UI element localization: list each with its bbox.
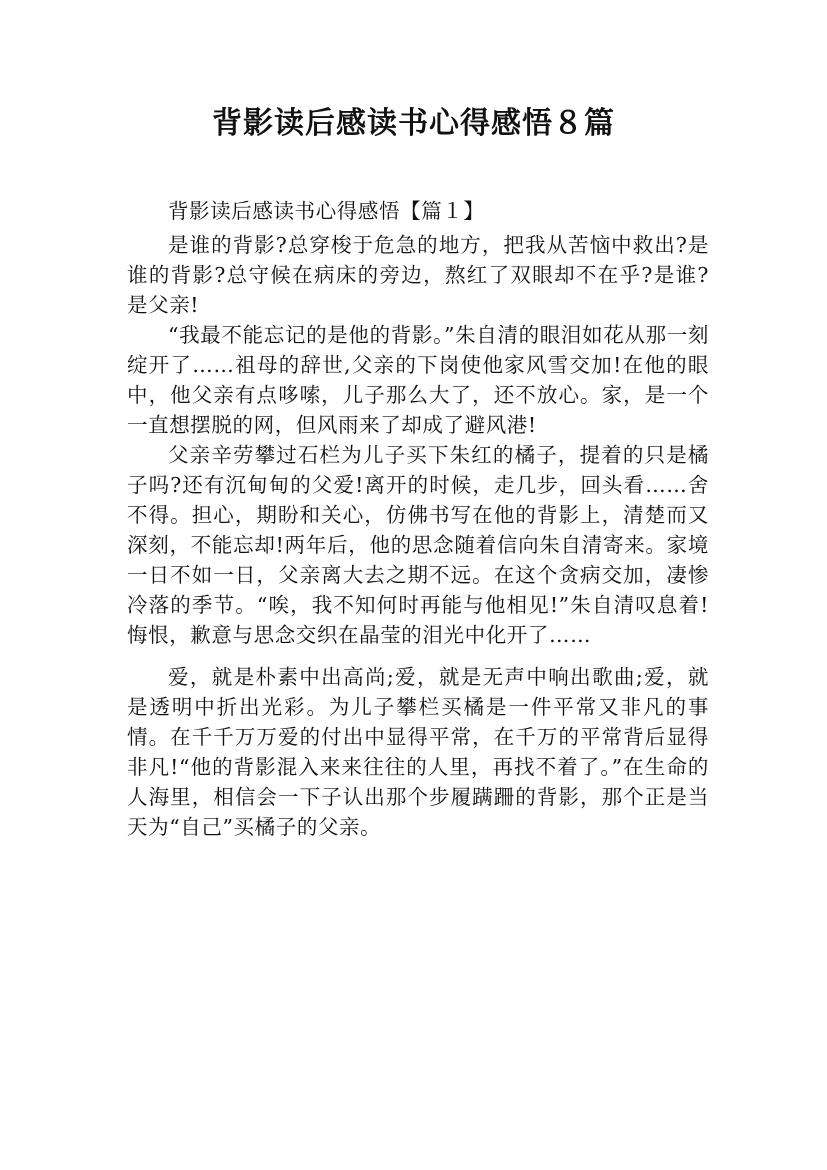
- paragraph-2: “我最不能忘记的是他的背影。”朱自清的眼泪如花从那一刻绽开了……祖母的辞世,父亲的下岗使他家风雪交加!在他的眼中，他父亲有点哆嗦，儿子那么大了，还不放心。家，是一个一直想摆脱的网，但风雨来了却成了避风港!: [127, 323, 709, 437]
- paragraph-3: 父亲辛劳攀过石栏为儿子买下朱红的橘子，提着的只是橘子吗?还有沉甸甸的父爱!离开的时候，走几步，回头看……舍不得。担心，期盼和关心，仿佛书写在他的背影上，清楚而又深刻，不能忘却!两年后，他的思念随着信向朱自清寄来。家境一日不如一日，父亲离大去之期不远。在这个贪病交加，凄惨冷落的季节。“唉，我不知何时再能与他相见!”朱自清叹息着!悔恨，歉意与思念交织在晶莹的泪光中化开了……: [127, 443, 709, 647]
- paragraph-1: 是谁的背影?总穿梭于危急的地方，把我从苦恼中救出?是谁的背影?总守候在病床的旁边，熬红了双眼却不在乎?是谁?是父亲!: [127, 233, 709, 317]
- document-title: 背影读后感读书心得感悟８篇: [212, 106, 615, 141]
- document-body: [127, 196, 709, 842]
- paragraph-4: 爱，就是朴素中出高尚;爱，就是无声中响出歌曲;爱，就是透明中折出光彩。为儿子攀栏买橘是一件平常又非凡的事情。在千千万万爱的付出中显得平常，在千万的平常背后显得非凡!“他的背影混入来来往往的人里，再找不着了。”在生命的人海里，相信会一下子认出那个步履蹒跚的背影，那个正是当天为“自己”买橘子的父亲。: [127, 665, 709, 839]
- section-heading: 背影读后感读书心得感悟【篇１】: [168, 199, 485, 223]
